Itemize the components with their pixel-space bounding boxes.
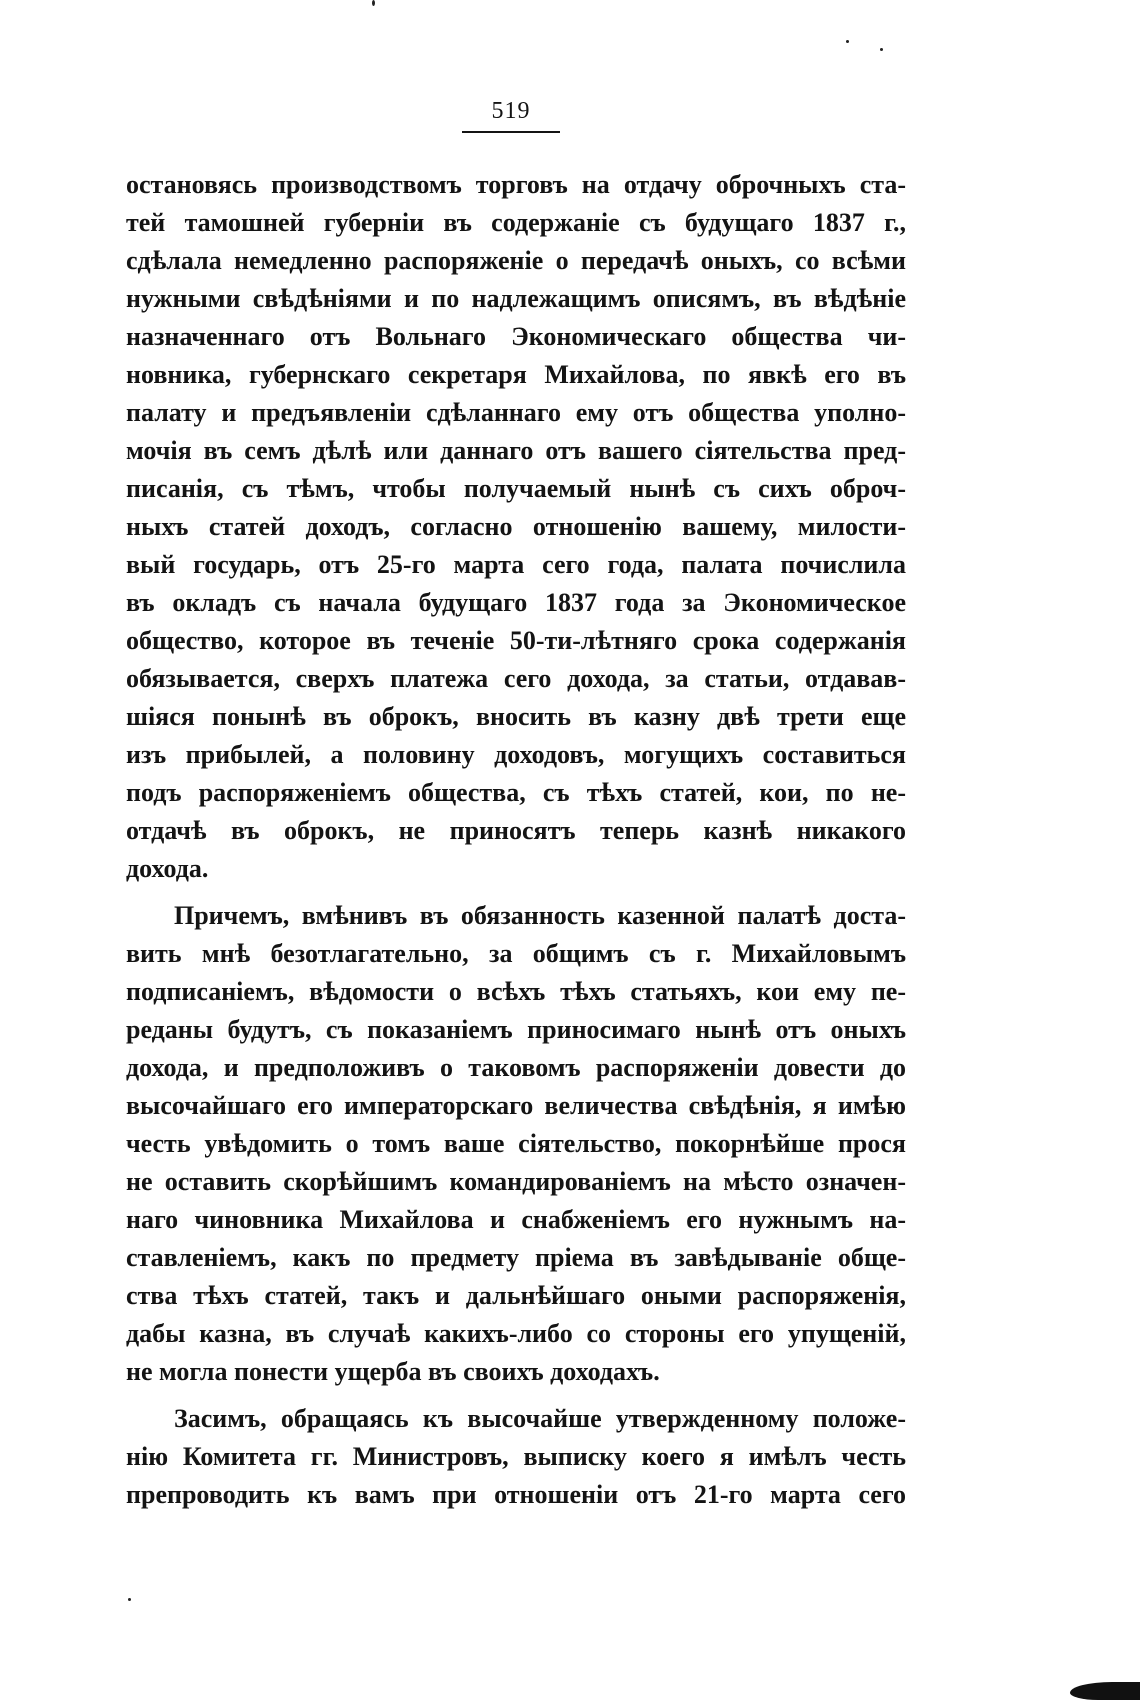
scan-speck: [880, 48, 883, 51]
text-line: вый государь, отъ 25-го марта сего года, палата почислила: [126, 550, 906, 579]
text-line: новника, губернскаго секретаря Михайлова, по явкѣ его въ: [126, 360, 906, 389]
paragraph-gap: [126, 1391, 906, 1400]
scan-speck: [128, 1598, 131, 1601]
text-line: ства тѣхъ статей, такъ и дальнѣйшаго оными распоряженія,: [126, 1281, 906, 1310]
text-line: наго чиновника Михайлова и снабженіемъ его нужнымъ на-: [126, 1205, 906, 1234]
scan-speck: [372, 0, 375, 6]
text-line: ныхъ статей доходъ, согласно отношенію вашему, милости-: [126, 512, 906, 541]
text-line: вить мнѣ безотлагательно, за общимъ съ г. Михайловымъ: [126, 939, 906, 968]
paragraph-3: [126, 1400, 906, 1514]
text-line: мочія въ семъ дѣлѣ или даннаго отъ вашего сіятельства пред-: [126, 436, 906, 465]
text-line: писанія, съ тѣмъ, чтобы получаемый нынѣ съ сихъ оброч-: [126, 474, 906, 503]
text-line: Причемъ, вмѣнивъ въ обязанность казенной палатѣ доста-: [174, 901, 906, 930]
paragraph-gap: [126, 888, 906, 897]
text-line: отдачѣ въ оброкъ, не приносятъ теперь казнѣ никакого: [126, 816, 906, 845]
scan-speck: [846, 40, 849, 43]
scan-edge-mark: [1070, 1682, 1140, 1700]
text-line: палату и предъявленіи сдѣланнаго ему отъ общества уполно-: [126, 398, 906, 427]
text-line: шіяся понынѣ въ оброкъ, вносить въ казну двѣ трети еще: [126, 702, 906, 731]
text-line: реданы будутъ, съ показаніемъ приносимаго нынѣ отъ оныхъ: [126, 1015, 906, 1044]
text-line: сдѣлала немедленно распоряженіе о передачѣ оныхъ, со всѣми: [126, 246, 906, 275]
text-line: общество, которое въ теченіе 50-ти-лѣтняго срока содержанія: [126, 626, 906, 655]
page-number: 519: [462, 98, 560, 133]
text-line: дохода.: [126, 854, 209, 883]
paragraph-1: [126, 166, 906, 888]
text-line: не могла понести ущерба въ своихъ доходахъ.: [126, 1357, 660, 1386]
text-line: назначеннаго отъ Вольнаго Экономическаго общества чи-: [126, 322, 906, 351]
text-line: нію Комитета гг. Министровъ, выписку коего я имѣлъ честь: [126, 1442, 906, 1471]
text-line: дабы казна, въ случаѣ какихъ-либо со стороны его упущеній,: [126, 1319, 906, 1348]
text-line: нужными свѣдѣніями и по надлежащимъ описямъ, въ вѣдѣніе: [126, 284, 906, 313]
text-line: не оставить скорѣйшимъ командированіемъ на мѣсто означен-: [126, 1167, 906, 1196]
text-line: изъ прибылей, а половину доходовъ, могущихъ составиться: [126, 740, 906, 769]
text-line: остановясь производствомъ торговъ на отдачу оброчныхъ ста-: [126, 170, 906, 199]
text-line: честь увѣдомить о томъ ваше сіятельство, покорнѣйше прося: [126, 1129, 906, 1158]
text-line: обязывается, сверхъ платежа сего дохода, за статьи, отдавав-: [126, 664, 906, 693]
text-line: Засимъ, обращаясь къ высочайше утвержденному положе-: [174, 1404, 906, 1433]
paragraph-2: [126, 897, 906, 1391]
body-text: [126, 166, 906, 1514]
text-line: въ окладъ съ начала будущаго 1837 года за Экономическое: [126, 588, 906, 617]
text-line: подписаніемъ, вѣдомости о всѣхъ тѣхъ статьяхъ, кои ему пе-: [126, 977, 906, 1006]
text-line: подъ распоряженіемъ общества, съ тѣхъ статей, кои, по не-: [126, 778, 906, 807]
text-line: препроводить къ вамъ при отношеніи отъ 21-го марта сего: [126, 1480, 906, 1509]
text-line: тей тамошней губерніи въ содержаніе съ будущаго 1837 г.,: [126, 208, 906, 237]
text-line: высочайшаго его императорскаго величества свѣдѣнія, я имѣю: [126, 1091, 906, 1120]
text-line: ставленіемъ, какъ по предмету пріема въ завѣдываніе обще-: [126, 1243, 906, 1272]
text-line: дохода, и предположивъ о таковомъ распоряженіи довести до: [126, 1053, 906, 1082]
